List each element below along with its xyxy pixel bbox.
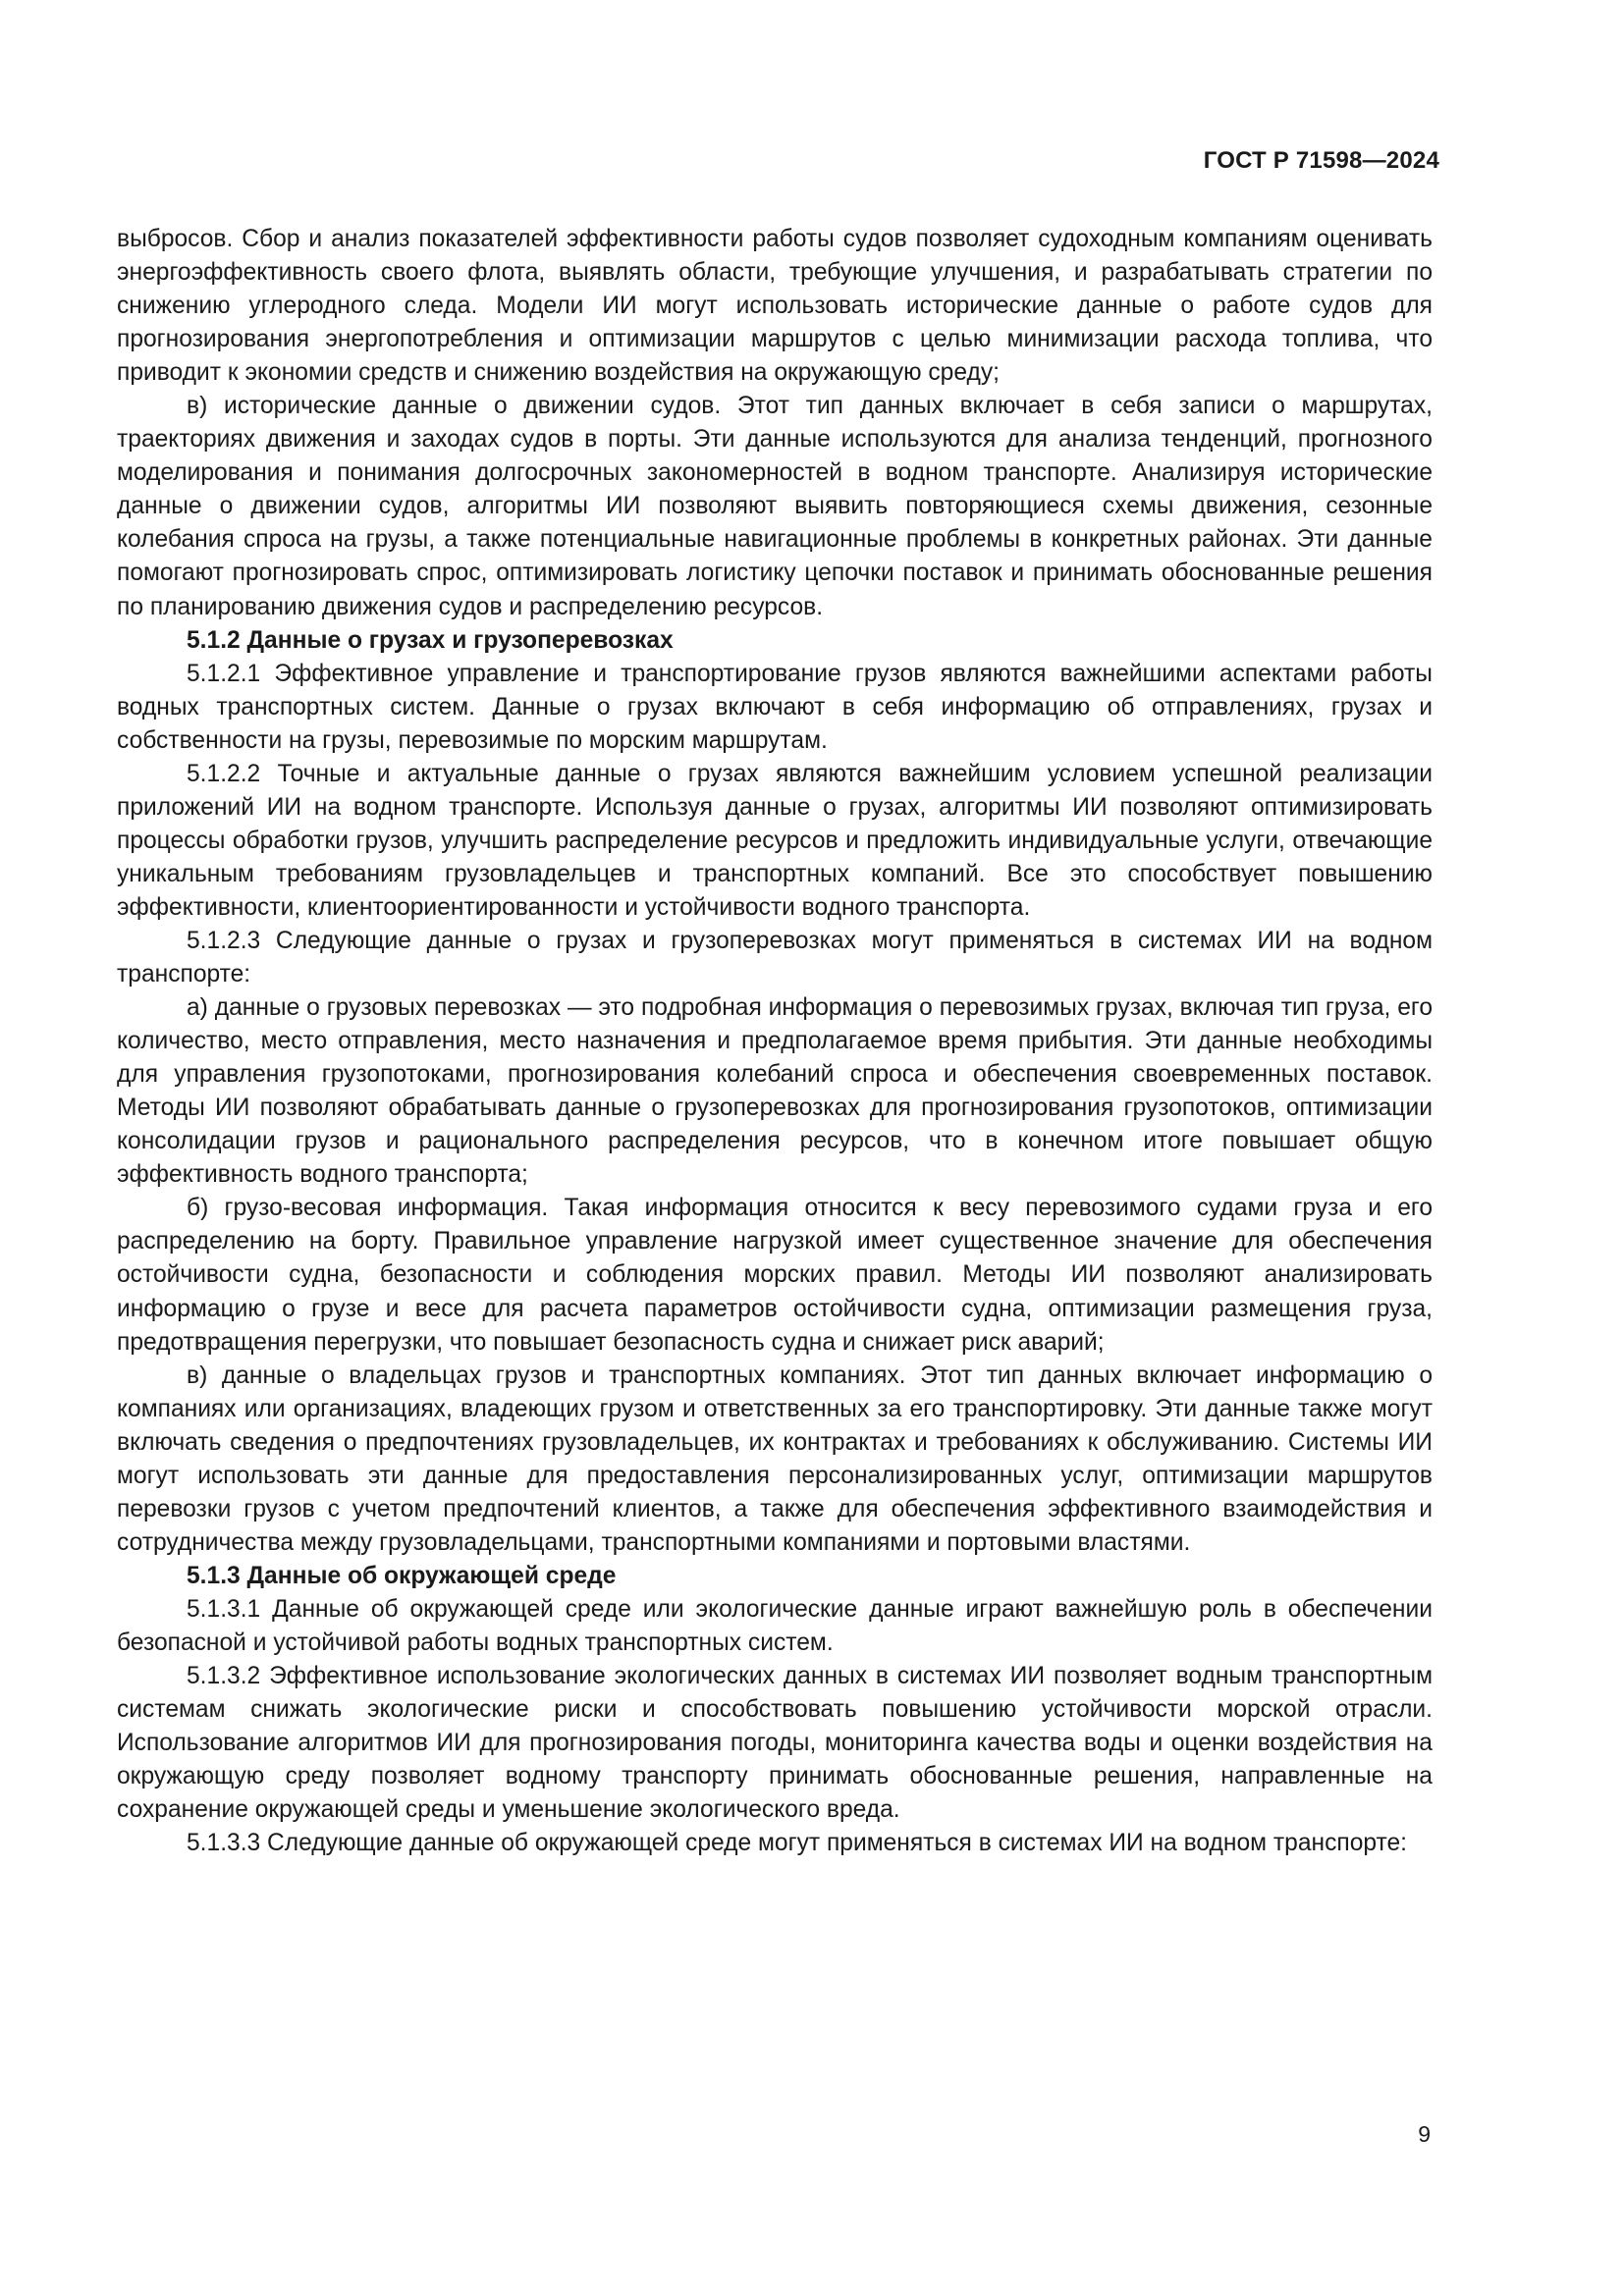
document-code: ГОСТ Р 71598—2024 (1203, 147, 1439, 174)
section-heading: 5.1.2 Данные о грузах и грузоперевозках (187, 626, 674, 654)
paragraph: выбросов. Сбор и анализ показателей эффективности работы судов позволяет судоходным компаниям оценивать энергоэффективность своего флота, выявлять области, требующие улучшения, и разрабатывать стратегии по снижению углеродного следа. Модели ИИ могут использовать исторические данные о работе судов для прогнозирования энергопотребления и оптимизации маршрутов с целью минимизации расхода топлива, что приводит к экономии средств и снижению воздействия на окружающую среду; (117, 226, 1433, 387)
paragraph: 5.1.2.3 Следующие данные о грузах и грузоперевозках могут применяться в системах ИИ на водном транспорте: (117, 927, 1433, 988)
paragraph: в) исторические данные о движении судов. Этот тип данных включает в себя записи о маршрутах, траекториях движения и заходах судов в порты. Эти данные используются для анализа тенденций, прогнозного моделирования и понимания долгосрочных закономерностей в водном транспорте. Анализируя исторические данные о движении судов, алгоритмы ИИ позволяют выявить повторяющиеся схемы движения, сезонные колебания спроса на грузы, а также потенциальные навигационные проблемы в конкретных районах. Эти данные помогают прогнозировать спрос, оптимизировать логистику цепочки поставок и принимать обоснованные решения по планированию движения судов и распределению ресурсов. (117, 393, 1433, 620)
paragraph: 5.1.2.2 Точные и актуальные данные о грузах являются важнейшим условием успешной реализации приложений ИИ на водном транспорте. Используя данные о грузах, алгоритмы ИИ позволяют оптимизировать процессы обработки грузов, улучшить распределение ресурсов и предложить индивидуальные услуги, отвечающие уникальным требованиям грузовладельцев и транспортных компаний. Все это способствует повышению эффективности, клиентоориентированности и устойчивости водного транспорта. (117, 760, 1433, 921)
paragraph: 5.1.3.1 Данные об окружающей среде или экологические данные играют важнейшую роль в обеспечении безопасной и устойчивой работы водных транспортных систем. (117, 1595, 1433, 1656)
paragraph: 5.1.3.3 Следующие данные об окружающей среде могут применяться в системах ИИ на водном транспорте: (187, 1830, 1408, 1857)
page-number: 9 (1418, 2121, 1431, 2147)
section-heading: 5.1.3 Данные об окружающей среде (187, 1562, 617, 1589)
paragraph: а) данные о грузовых перевозках — это подробная информация о перевозимых грузах, включая тип груза, его количество, место отправления, место назначения и предполагаемое время прибытия. Эти данные необходимы для управления грузопотоками, прогнозирования колебаний спроса и обеспечения своевременных поставок. Методы ИИ позволяют обрабатывать данные о грузоперевозках для прогнозирования грузопотоков, оптимизации консолидации грузов и рационального распределения ресурсов, что в конечном итоге повышает общую эффективность водного транспорта; (117, 994, 1433, 1189)
paragraph: в) данные о владельцах грузов и транспортных компаниях. Этот тип данных включает информацию о компаниях или организациях, владеющих грузом и ответственных за его транспортировку. Эти данные также могут включать сведения о предпочтениях грузовладельцев, их контрактах и требованиях к обслуживанию. Системы ИИ могут использовать эти данные для предоставления персонализированных услуг, оптимизации маршрутов перевозки грузов с учетом предпочтений клиентов, а также для обеспечения эффективного взаимодействия и сотрудничества между грузовладельцами, транспортными компаниями и портовыми властями. (117, 1362, 1433, 1556)
paragraph: б) грузо-весовая информация. Такая информация относится к весу перевозимого судами груза и его распределению на борту. Правильное управление нагрузкой имеет существенное значение для обеспечения остойчивости судна, безопасности и соблюдения морских правил. Методы ИИ позволяют анализировать информацию о грузе и весе для расчета параметров остойчивости судна, оптимизации размещения груза, предотвращения перегрузки, что повышает безопасность судна и снижает риск аварий; (117, 1195, 1433, 1356)
document-body (117, 223, 1433, 1860)
paragraph: 5.1.2.1 Эффективное управление и транспортирование грузов являются важнейшими аспектами работы водных транспортных систем. Данные о грузах включают в себя информацию об отправлениях, грузах и собственности на грузы, перевозимые по морским маршрутам. (117, 660, 1433, 754)
paragraph: 5.1.3.2 Эффективное использование экологических данных в системах ИИ позволяет водным транспортным системам снижать экологические риски и способствовать повышению устойчивости морской отрасли. Использование алгоритмов ИИ для прогнозирования погоды, мониторинга качества воды и оценки воздействия на окружающую среду позволяет водному транспорту принимать обоснованные решения, направленные на сохранение окружающей среды и уменьшение экологического вреда. (117, 1663, 1433, 1824)
